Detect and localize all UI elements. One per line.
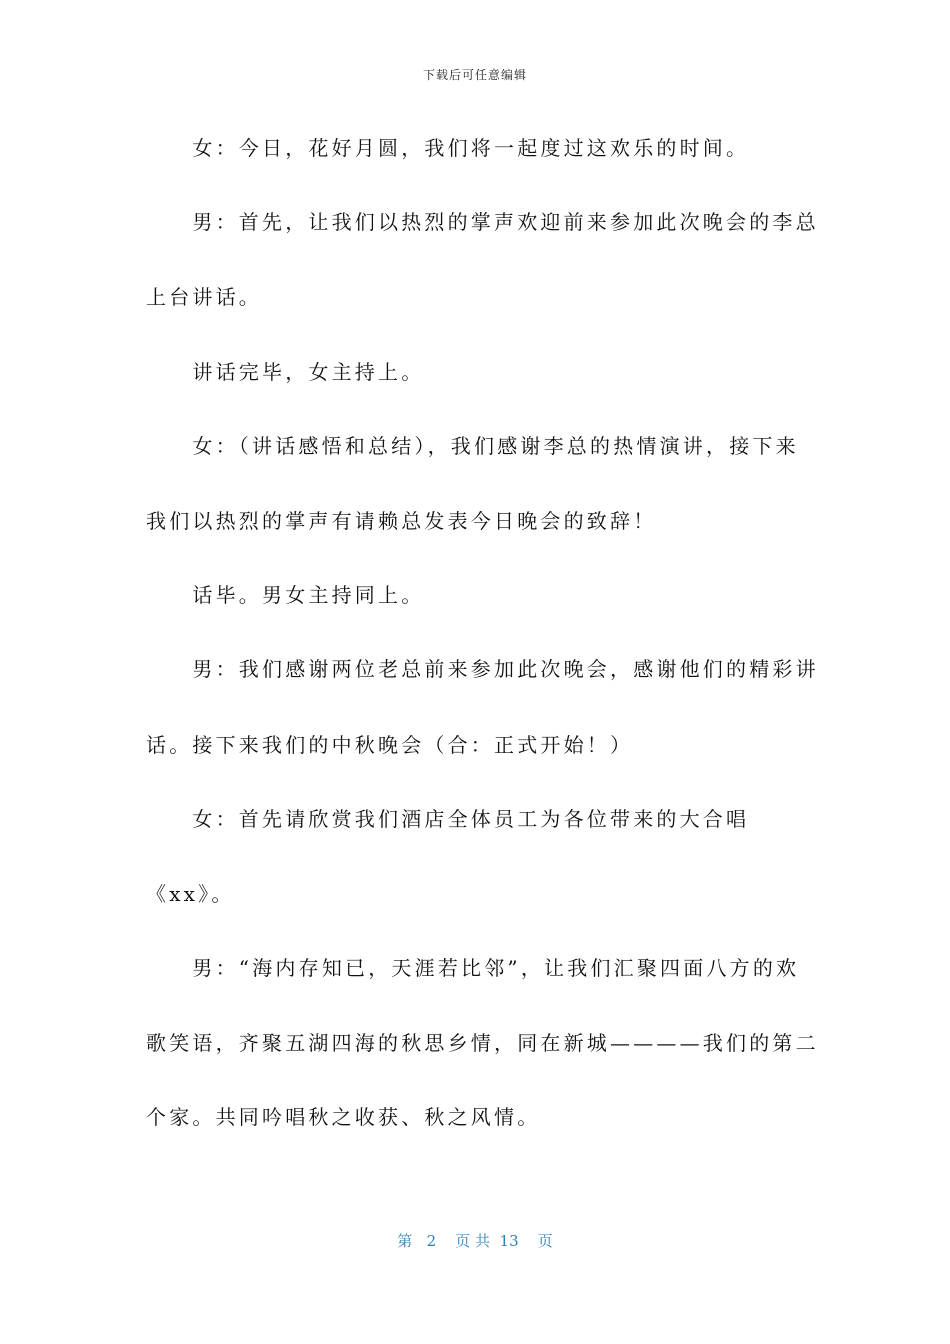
page-footer: [0, 1230, 950, 1251]
text-line: 话。接下来我们的中秋晚会（合：正式开始！）: [146, 733, 634, 757]
footer-suffix: 页: [537, 1232, 553, 1250]
text-line: 男：我们感谢两位老总前来参加此次晚会，感谢他们的精彩讲: [146, 657, 819, 681]
page-header: 下载后可任意编辑: [422, 68, 527, 82]
text-line: 男：首先，让我们以热烈的掌声欢迎前来参加此次晚会的李总: [146, 210, 819, 234]
current-page-number: 2: [426, 1232, 437, 1250]
text-line: 个家。共同吟唱秋之收获、秋之风情。: [146, 1105, 541, 1129]
text-line: 歌笑语，齐聚五湖四海的秋思乡情，同在新城————我们的第二: [146, 1031, 819, 1055]
text-line: 女：今日，花好月圆，我们将一起度过这欢乐的时间。: [146, 136, 750, 160]
text-line: 话毕。男女主持同上。: [146, 583, 425, 607]
text-line: 男：“海内存知已，天涯若比邻”，让我们汇聚四面八方的欢: [146, 956, 800, 980]
footer-prefix: 第: [397, 1232, 413, 1250]
text-line: 女：首先请欣赏我们酒店全体员工为各位带来的大合唱: [146, 807, 750, 831]
text-line: 我们以热烈的掌声有请赖总发表今日晚会的致辞！: [146, 509, 657, 533]
text-line: 讲话完毕，女主持上。: [146, 360, 425, 384]
footer-middle: 页 共: [455, 1232, 490, 1250]
text-line: 《xx》。: [146, 882, 235, 906]
total-pages-number: 13: [499, 1232, 519, 1250]
text-line: 上台讲话。: [146, 285, 262, 309]
text-line: 女：（讲话感悟和总结），我们感谢李总的热情演讲，接下来: [146, 434, 799, 458]
